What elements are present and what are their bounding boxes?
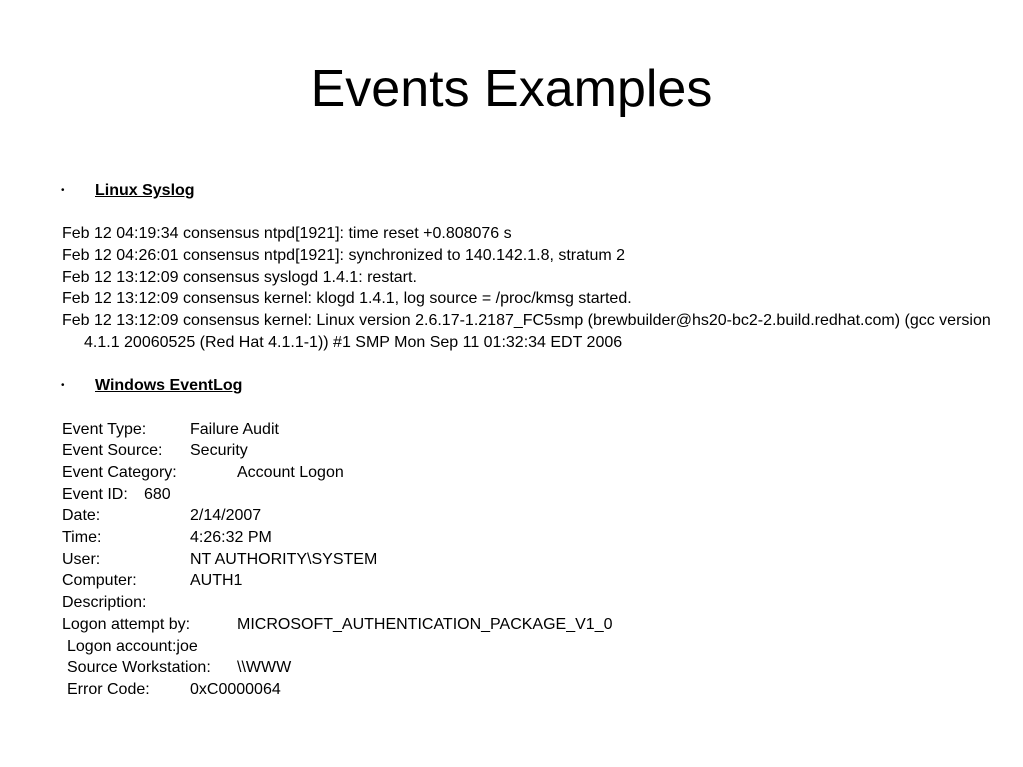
- slide-content: [62, 180, 992, 701]
- event-category-row: [62, 462, 992, 484]
- syslog-line: Feb 12 04:26:01 consensus ntpd[1921]: synchronized to 140.142.1.8, stratum 2: [62, 247, 626, 265]
- event-category-value: Account Logon: [237, 464, 344, 482]
- event-type-value: Failure Audit: [190, 420, 279, 438]
- error-code-value: 0xC0000064: [190, 680, 281, 698]
- computer-value: AUTH1: [190, 572, 243, 590]
- logon-attempt-label: Logon attempt by:: [62, 615, 191, 633]
- error-code-row: [62, 679, 992, 701]
- source-workstation-label: Source Workstation:: [67, 659, 211, 677]
- windows-eventlog-heading: Windows EventLog: [95, 377, 243, 395]
- event-id-row: [62, 484, 992, 506]
- event-source-value: Security: [190, 442, 248, 460]
- event-type-row: [62, 419, 992, 441]
- spacer: [62, 397, 992, 419]
- event-type-label: Event Type:: [62, 420, 147, 438]
- user-row: [62, 549, 992, 571]
- slide-title: Events Examples: [310, 60, 713, 118]
- syslog-line: Feb 12 13:12:09 consensus kernel: klogd 1.4.1, log source = /proc/kmsg started.: [62, 290, 632, 308]
- logon-account-text: Logon account:joe: [67, 637, 198, 655]
- event-source-row: [62, 440, 992, 462]
- event-source-label: Event Source:: [62, 442, 163, 460]
- event-id-value: 680: [144, 485, 171, 503]
- linux-syslog-bullet-item: [62, 180, 992, 202]
- syslog-line: Feb 12 13:12:09 consensus kernel: Linux version 2.6.17-1.2187_FC5smp (brewbuilder@hs20-bc2-2.build.redhat.com) (gcc version 4.1.1 20060525 (Red Hat 4.1.1-1)) #1 SMP Mon Sep 11 01:32:34 EDT 2006: [62, 312, 991, 351]
- bullet-icon: •: [61, 185, 65, 196]
- event-id-label: Event ID:: [62, 485, 128, 503]
- source-workstation-row: [62, 657, 992, 679]
- date-label: Date:: [62, 507, 101, 525]
- time-value: 4:26:32 PM: [190, 529, 272, 547]
- syslog-line: Feb 12 13:12:09 consensus syslogd 1.4.1: restart.: [62, 268, 417, 286]
- syslog-line: Feb 12 04:19:34 consensus ntpd[1921]: time reset +0.808076 s: [62, 225, 512, 243]
- source-workstation-value: \\WWW: [237, 659, 292, 677]
- date-value: 2/14/2007: [190, 507, 262, 525]
- user-label: User:: [62, 550, 101, 568]
- spacer: [62, 202, 992, 224]
- user-value: NT AUTHORITY\SYSTEM: [190, 550, 378, 568]
- date-row: [62, 505, 992, 527]
- event-category-label: Event Category:: [62, 464, 177, 482]
- description-label: Description:: [62, 594, 147, 612]
- bullet-icon: •: [61, 380, 65, 392]
- logon-attempt-row: [62, 614, 992, 636]
- time-row: [62, 527, 992, 549]
- computer-row: [62, 570, 992, 592]
- logon-account-row: [62, 636, 992, 658]
- linux-syslog-heading: Linux Syslog: [95, 182, 195, 199]
- spacer: [62, 354, 992, 376]
- time-label: Time:: [62, 529, 102, 547]
- computer-label: Computer:: [62, 572, 137, 590]
- logon-attempt-value: MICROSOFT_AUTHENTICATION_PACKAGE_V1_0: [237, 615, 613, 633]
- error-code-label: Error Code:: [67, 680, 150, 698]
- windows-eventlog-bullet-item: [62, 375, 992, 397]
- description-row: [62, 592, 992, 614]
